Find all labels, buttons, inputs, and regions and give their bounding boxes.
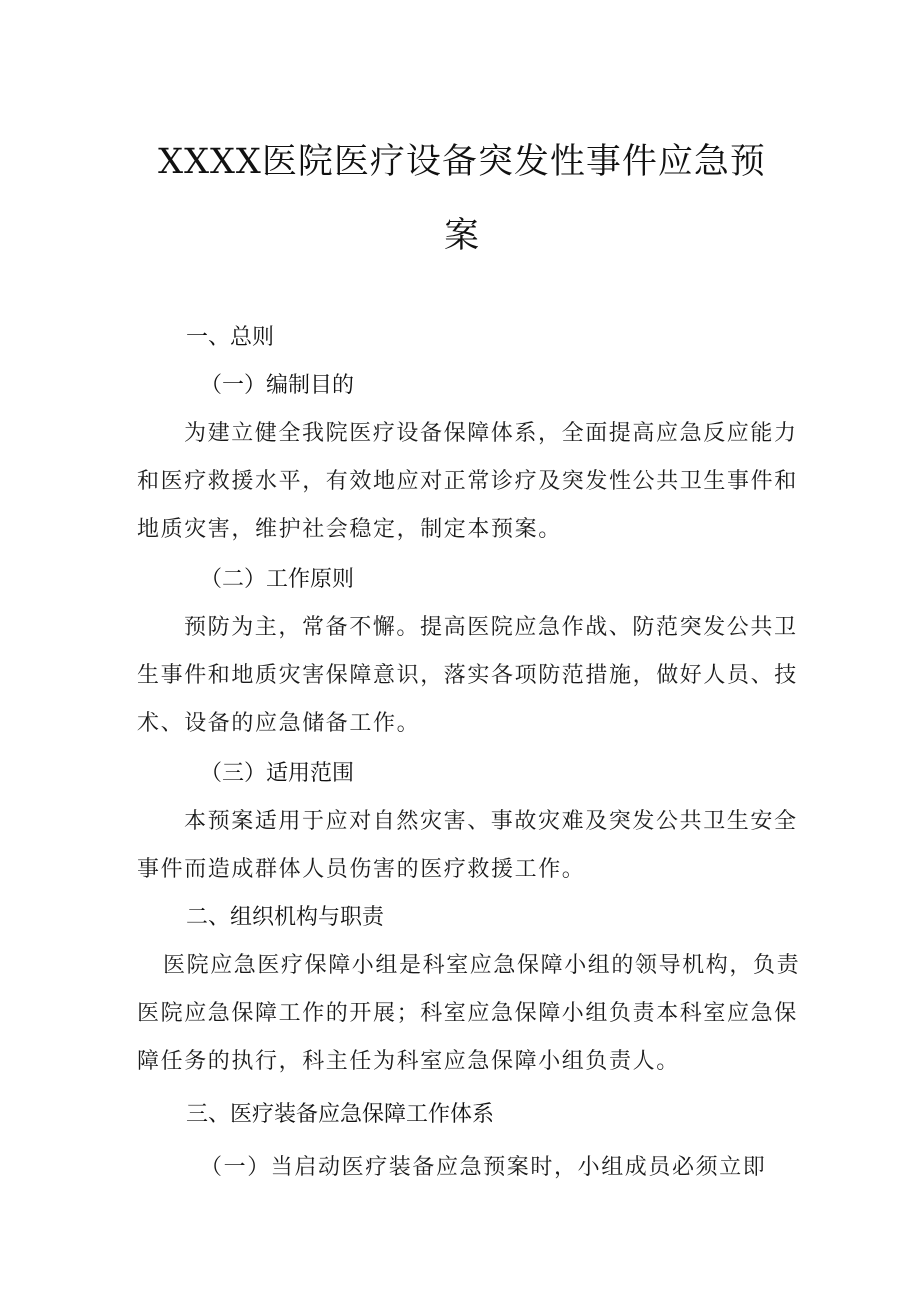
section-1-2-heading: （二）工作原则 <box>200 567 355 592</box>
section-3-heading: 三、医疗装备应急保障工作体系 <box>186 1102 495 1127</box>
section-1-2-line-1: 预防为主，常备不懈。提高医院应急作战、防范突发公共卫 <box>184 615 798 640</box>
document-title-line-2: 案 <box>443 216 480 256</box>
section-1-2-line-2: 生事件和地质灾害保障意识，落实各项防范措施，做好人员、技 <box>137 663 798 688</box>
section-1-1-line-1: 为建立健全我院医疗设备保障体系，全面提高应急反应能力 <box>184 421 798 446</box>
section-1-3-heading: （三）适用范围 <box>200 761 355 786</box>
document-title-line-1: XXXX医院医疗设备突发性事件应急预 <box>158 142 766 182</box>
section-1-3-line-2: 事件而造成群体人员伤害的医疗救援工作。 <box>137 857 586 882</box>
section-1-2-line-3: 术、设备的应急储备工作。 <box>137 711 421 736</box>
section-1-1-line-2: 和医疗救援水平，有效地应对正常诊疗及突发性公共卫生事件和 <box>137 469 798 494</box>
section-2-line-3: 障任务的执行，科主任为科室应急保障小组负责人。 <box>137 1049 680 1074</box>
section-1-1-heading: （一）编制目的 <box>200 373 355 398</box>
section-2-line-1: 医院应急医疗保障小组是科室应急保障小组的领导机构，负责 <box>163 953 801 978</box>
section-1-heading: 一、总则 <box>186 325 275 350</box>
section-1-3-line-1: 本预案适用于应对自然灾害、事故灾难及突发公共卫生安全 <box>184 809 798 834</box>
section-3-line-1: （一）当启动医疗装备应急预案时，小组成员必须立即 <box>200 1155 767 1180</box>
section-2-heading: 二、组织机构与职责 <box>186 905 385 930</box>
section-1-1-line-3: 地质灾害，维护社会稳定，制定本预案。 <box>137 517 562 542</box>
section-2-line-2: 医院应急保障工作的开展；科室应急保障小组负责本科室应急保 <box>137 1001 798 1026</box>
